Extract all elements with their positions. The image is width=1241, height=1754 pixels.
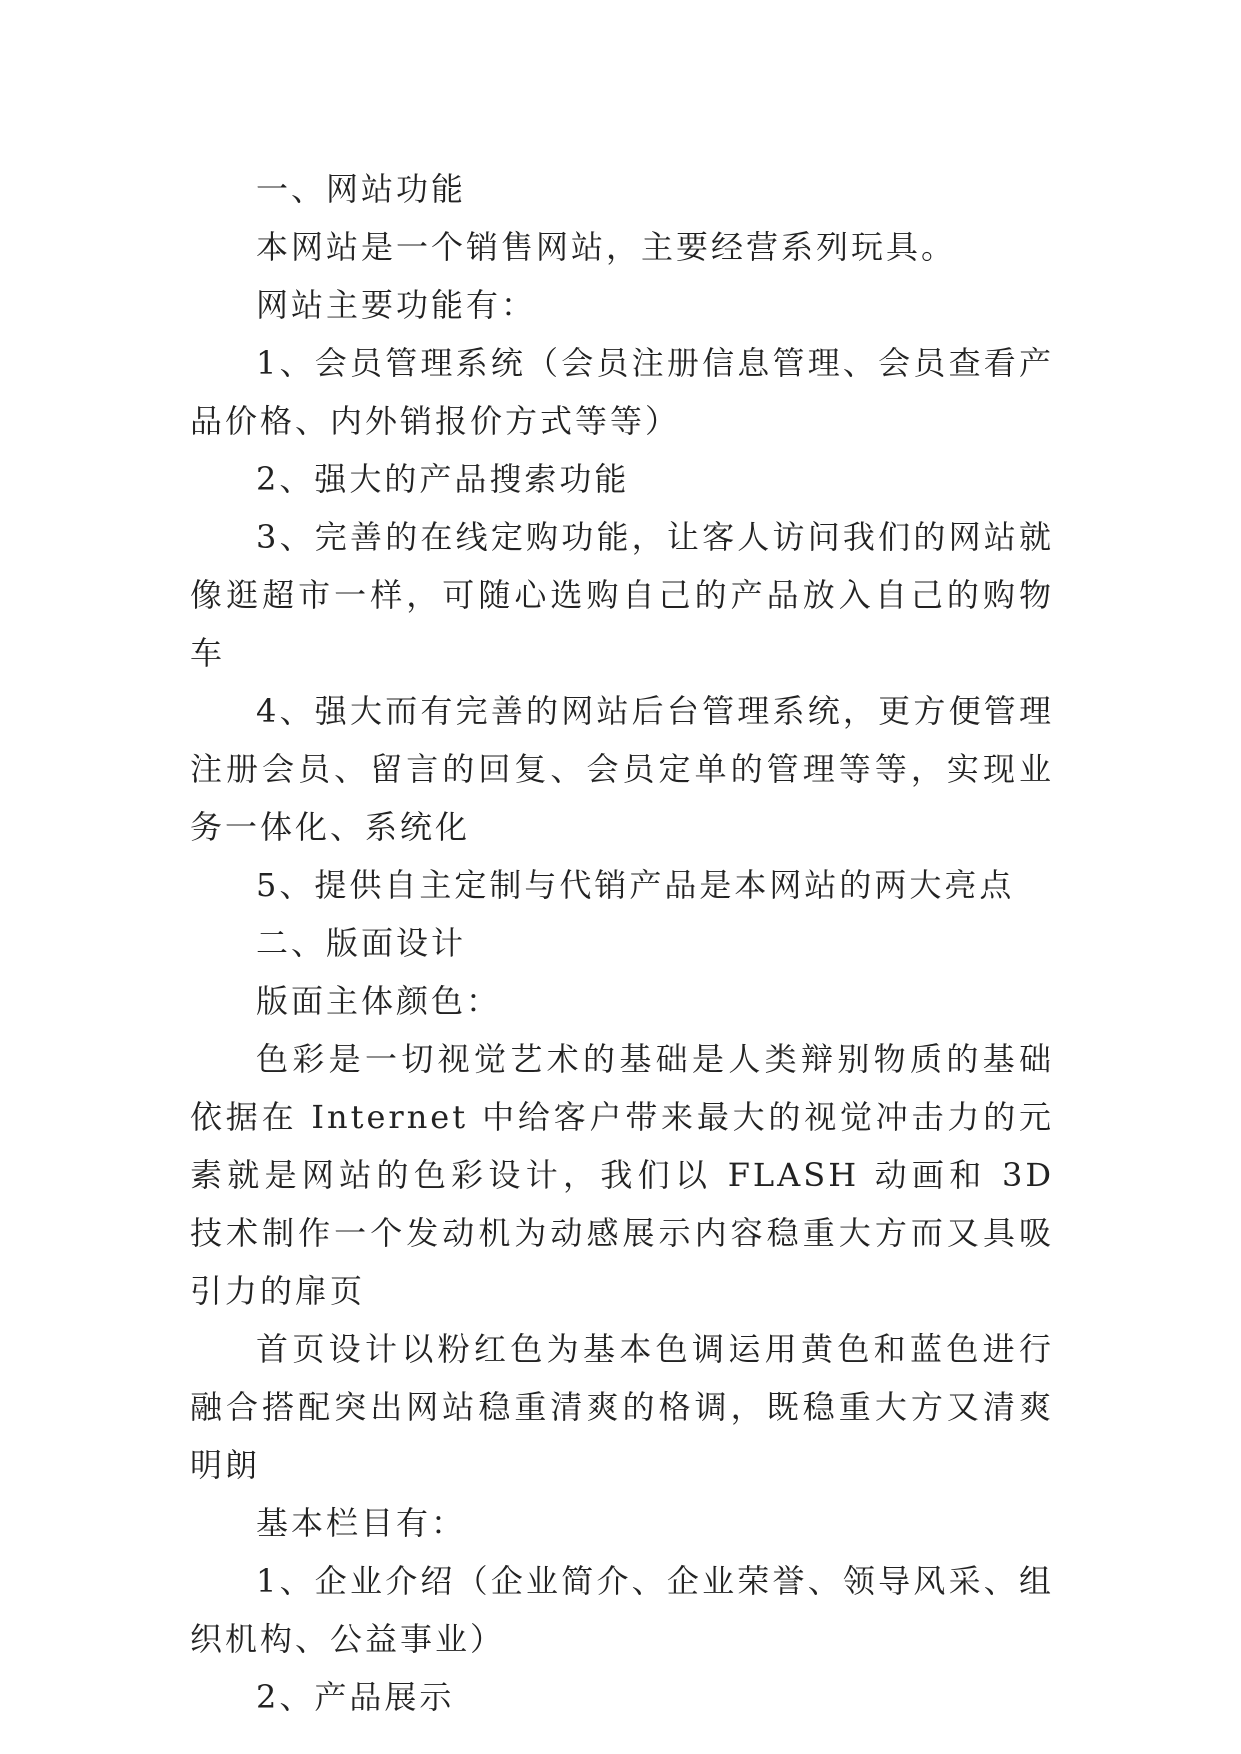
- list-item: 2、强大的产品搜索功能: [256, 460, 630, 498]
- paragraph: 网站主要功能有：: [256, 286, 537, 324]
- list-item: 1、企业介绍（企业简介、企业荣誉、领导风采、组织机构、公益事业）: [190, 1562, 1054, 1658]
- list-item: 2、产品展示: [256, 1678, 455, 1716]
- paragraph: 色彩是一切视觉艺术的基础是人类辩别物质的基础依据在 Internet 中给客户带来最大的视觉冲击力的元素就是网站的色彩设计，我们以 FLASH 动画和 3D 技术制作一个发动机为动感展示内容稳重大方而又具吸引力的扉页: [190, 1040, 1054, 1310]
- document-body: [190, 160, 1054, 1726]
- paragraph: 首页设计以粉红色为基本色调运用黄色和蓝色进行融合搭配突出网站稳重清爽的格调，既稳重大方又清爽明朗: [190, 1330, 1054, 1484]
- section-heading-website-functions: 一、网站功能: [256, 170, 467, 208]
- list-item: 4、强大而有完善的网站后台管理系统，更方便管理注册会员、留言的回复、会员定单的管理等等，实现业务一体化、系统化: [190, 692, 1054, 846]
- list-item: 1、会员管理系统（会员注册信息管理、会员查看产品价格、内外销报价方式等等）: [190, 344, 1054, 440]
- paragraph: 版面主体颜色：: [256, 982, 502, 1020]
- list-item: 3、完善的在线定购功能，让客人访问我们的网站就像逛超市一样，可随心选购自己的产品放入自己的购物车: [190, 518, 1054, 672]
- section-heading-layout-design: 二、版面设计: [256, 924, 467, 962]
- paragraph: 本网站是一个销售网站，主要经营系列玩具。: [256, 228, 957, 266]
- paragraph: 基本栏目有：: [256, 1504, 467, 1542]
- list-item: 5、提供自主定制与代销产品是本网站的两大亮点: [256, 866, 1015, 904]
